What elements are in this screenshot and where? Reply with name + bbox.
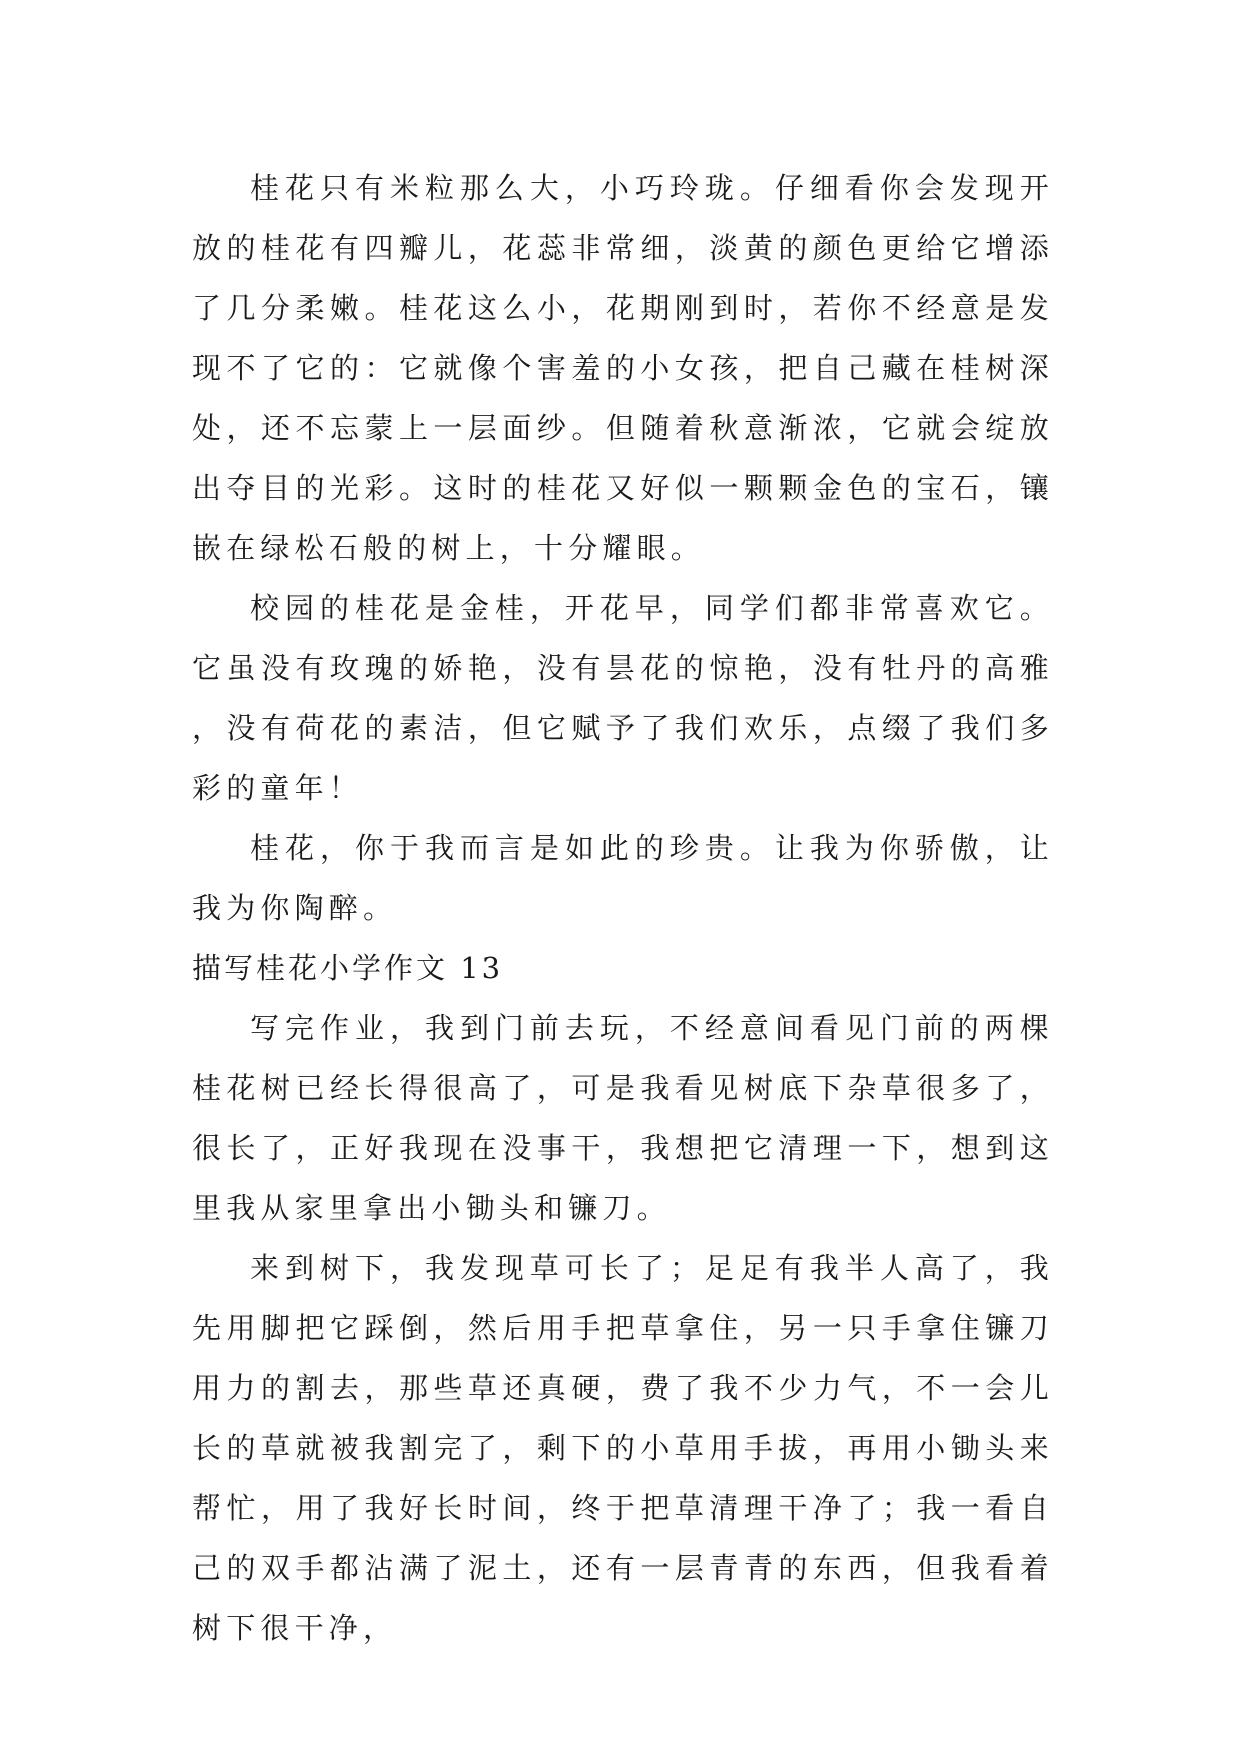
paragraph-1: 桂花只有米粒那么大，小巧玲珑。仔细看你会发现开放的桂花有四瓣儿，花蕊非常细，淡黄的颜色更给它增添了几分柔嫩。桂花这么小，花期刚到时，若你不经意是发现不了它的：它就像个害羞的小女孩，把自己藏在桂树深处，还不忘蒙上一层面纱。但随着秋意渐浓，它就会绽放出夺目的光彩。这时的桂花又好似一颗颗金色的宝石，镶嵌在绿松石般的树上，十分耀眼。 [192,171,1054,565]
paragraph-3: 桂花，你于我而言是如此的珍贵。让我为你骄傲，让我为你陶醉。 [192,831,1054,925]
paragraph-4: 写完作业，我到门前去玩，不经意间看见门前的两棵桂花树已经长得很高了，可是我看见树底下杂草很多了，很长了，正好我现在没事干，我想把它清理一下，想到这里我从家里拿出小锄头和镰刀。 [192,1011,1054,1225]
section-heading: 描写桂花小学作文 13 [192,951,504,985]
paragraph-2: 校园的桂花是金桂，开花早，同学们都非常喜欢它。它虽没有玫瑰的娇艳，没有昙花的惊艳，没有牡丹的高雅，没有荷花的素洁，但它赋予了我们欢乐，点缀了我们多彩的童年！ [192,591,1054,805]
document-page [192,158,1054,1658]
paragraph-5: 来到树下，我发现草可长了；足足有我半人高了，我先用脚把它踩倒，然后用手把草拿住，另一只手拿住镰刀用力的割去，那些草还真硬，费了我不少力气，不一会儿长的草就被我割完了，剩下的小草用手拔，再用小锄头来帮忙，用了我好长时间，终于把草清理干净了；我一看自己的双手都沾满了泥土，还有一层青青的东西，但我看着树下很干净， [192,1251,1054,1645]
